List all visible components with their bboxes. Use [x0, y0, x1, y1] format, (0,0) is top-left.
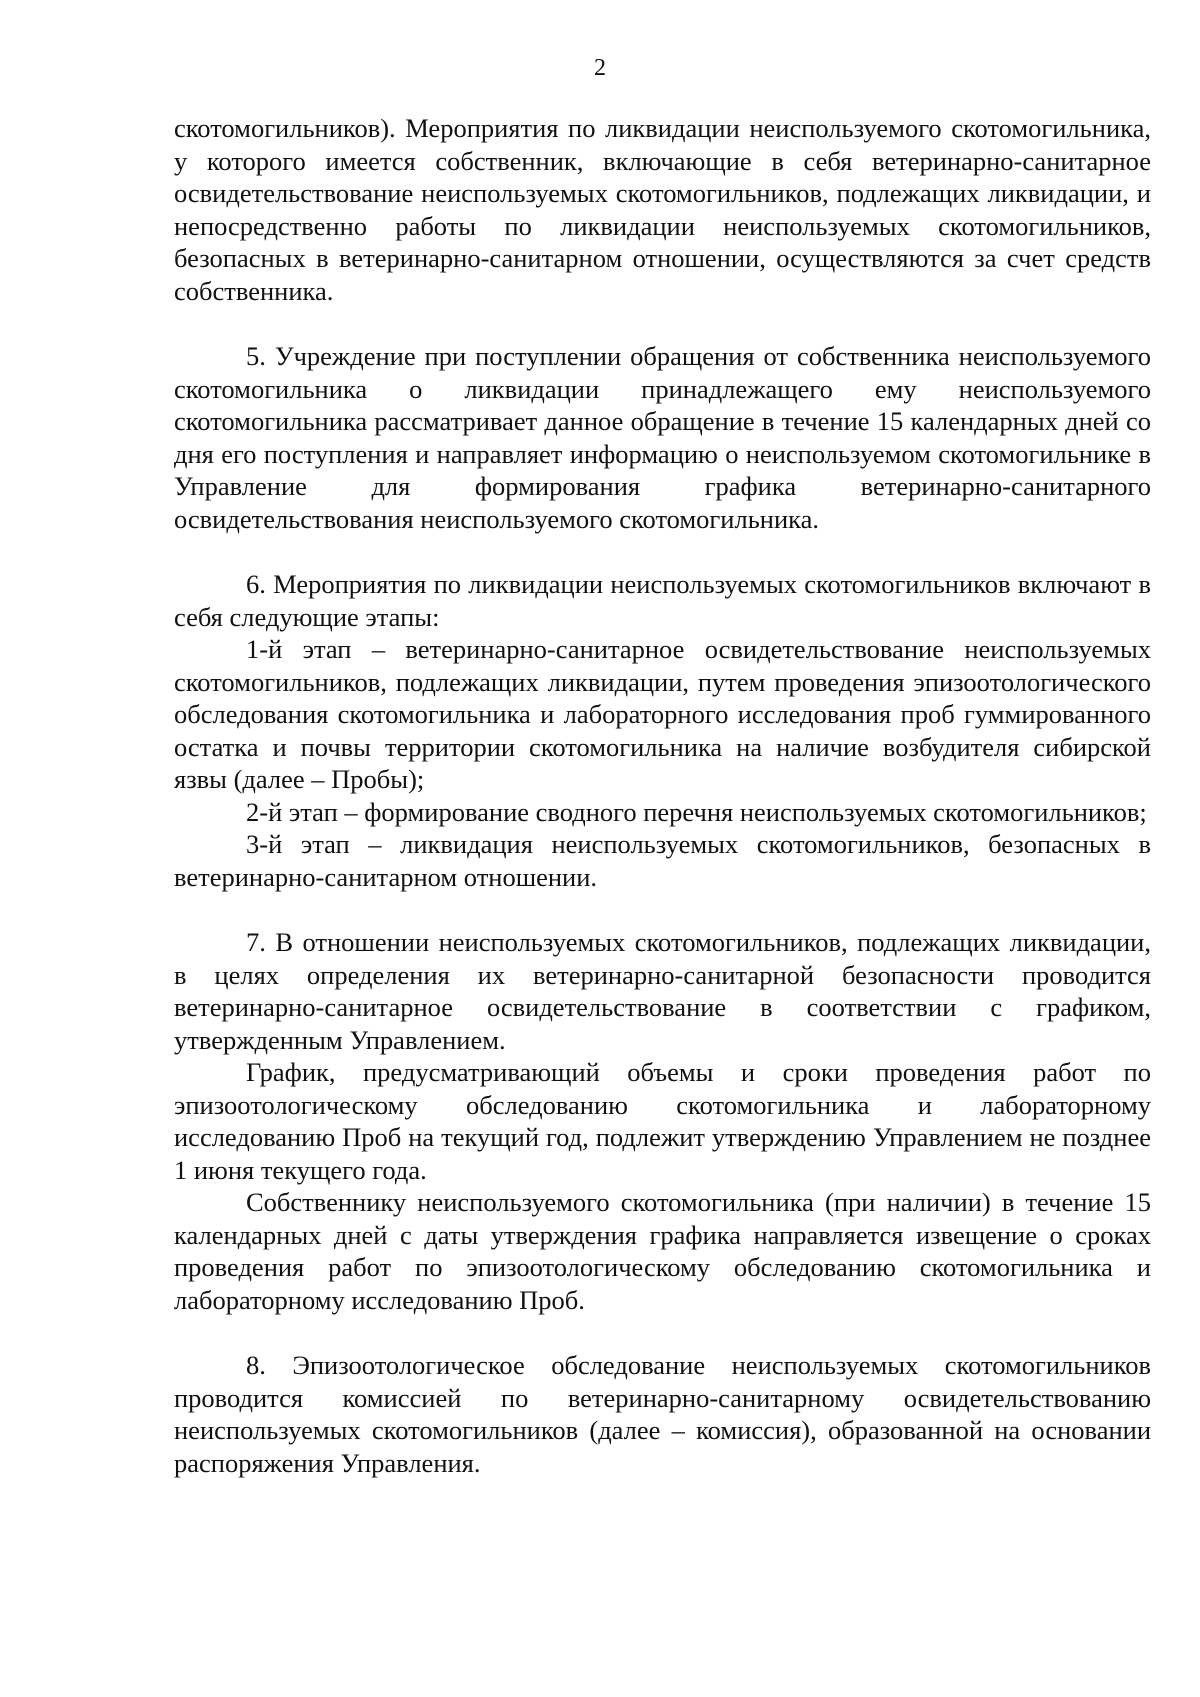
page-number: 2	[594, 55, 606, 81]
paragraph-item-7: 7. В отношении неиспользуемых скотомогильников, подлежащих ликвидации, в целях определения их ветеринарно-санитарной безопасности проводится ветеринарно-санитарное освидетельствование в соответствии с графиком, утвержденным Управлением.	[174, 927, 1151, 1055]
paragraph-gap	[174, 1316, 1151, 1349]
paragraph-schedule: График, предусматривающий объемы и сроки проведения работ по эпизоотологическому обследованию скотомогильника и лабораторному исследованию Проб на текущий год, подлежит утверждению Управлением не позднее 1 июня текущего года.	[174, 1057, 1151, 1185]
paragraph-owner-notice: Собственнику неиспользуемого скотомогильника (при наличии) в течение 15 календарных дней с даты утверждения графика направляется извещение о сроках проведения работ по эпизоотологическому обследованию скотомогильника и лабораторному исследованию Проб.	[174, 1187, 1151, 1315]
paragraph-gap	[174, 893, 1151, 926]
paragraph-stage-1: 1-й этап – ветеринарно-санитарное освидетельствование неиспользуемых скотомогильников, подлежащих ликвидации, путем проведения эпизоотологического обследования скотомогильника и лабораторного исследования проб гуммированного остатка и почвы территории скотомогильника на наличие возбудителя сибирской язвы (далее – Пробы);	[174, 634, 1151, 794]
paragraph-stage-2: 2-й этап – формирование сводного перечня неиспользуемых скотомогильников;	[246, 796, 1147, 827]
paragraph-stage-3: 3-й этап – ликвидация неиспользуемых скотомогильников, безопасных в ветеринарно-санитарном отношении.	[174, 829, 1151, 892]
paragraph-gap	[174, 535, 1151, 568]
paragraph-gap	[174, 307, 1151, 340]
paragraph-item-5: 5. Учреждение при поступлении обращения от собственника неиспользуемого скотомогильника о ликвидации принадлежащего ему неиспользуемого скотомогильника рассматривает данное обращение в течение 15 календарных дней со дня его поступления и направляет информацию о неиспользуемом скотомогильнике в Управление для формирования графика ветеринарно-санитарного освидетельствования неиспользуемого скотомогильника.	[174, 341, 1151, 534]
paragraph-continuation: скотомогильников). Мероприятия по ликвидации неиспользуемого скотомогильника, у которого имеется собственник, включающие в себя ветеринарно-санитарное освидетельствование неиспользуемых скотомогильников, подлежащих ликвидации, и непосредственно работы по ликвидации неиспользуемых скотомогильников, безопасных в ветеринарно-санитарном отношении, осуществляются за счет средств собственника.	[174, 113, 1151, 306]
paragraph-item-8: 8. Эпизоотологическое обследование неиспользуемых скотомогильников проводится комиссией по ветеринарно-санитарному освидетельствованию неиспользуемых скотомогильников (далее – комиссия), образованной на основании распоряжения Управления.	[174, 1350, 1151, 1478]
document-body	[174, 112, 1151, 1479]
paragraph-item-6: 6. Мероприятия по ликвидации неиспользуемых скотомогильников включают в себя следующие этапы:	[174, 569, 1151, 632]
